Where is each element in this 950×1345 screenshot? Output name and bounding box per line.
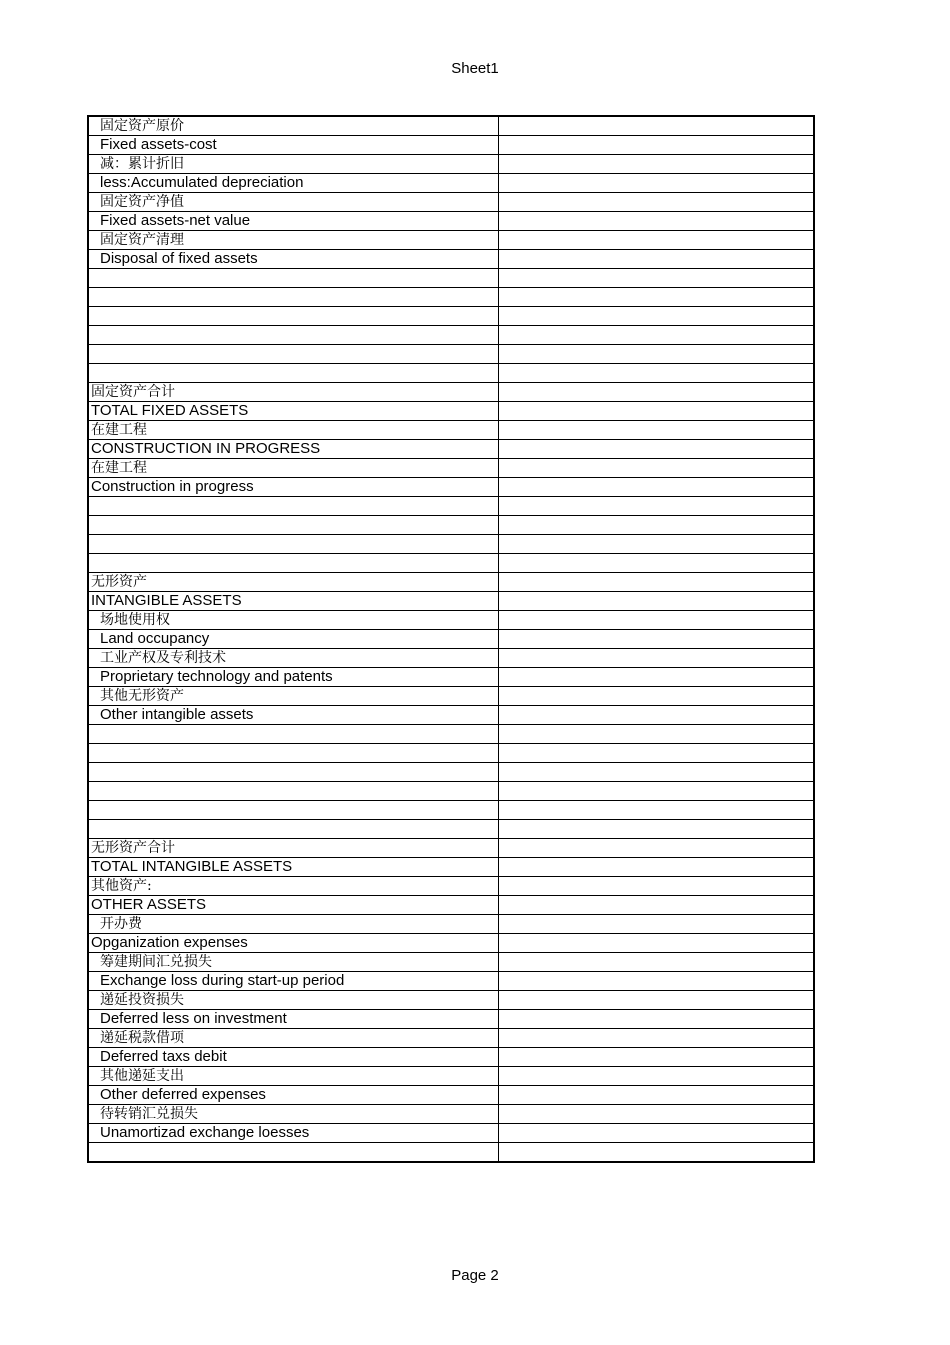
row-label-cell[interactable]: 递延投资损失 [88, 991, 499, 1010]
row-value-cell[interactable] [499, 155, 815, 174]
row-label-cell[interactable]: TOTAL FIXED ASSETS [88, 402, 499, 421]
row-value-cell[interactable] [499, 801, 815, 820]
row-label-cell[interactable]: 场地使用权 [88, 611, 499, 630]
table-row [88, 516, 814, 535]
row-label-cell[interactable]: less:Accumulated depreciation [88, 174, 499, 193]
row-label-cell[interactable]: Land occupancy [88, 630, 499, 649]
row-label-cell[interactable]: Construction in progress [88, 478, 499, 497]
row-value-cell[interactable] [499, 763, 815, 782]
row-value-cell[interactable] [499, 116, 815, 136]
row-label-cell[interactable]: 开办费 [88, 915, 499, 934]
row-label-cell[interactable]: 递延税款借项 [88, 1029, 499, 1048]
row-value-cell[interactable] [499, 915, 815, 934]
row-label-cell[interactable]: 筹建期间汇兑损失 [88, 953, 499, 972]
table-row [88, 801, 814, 820]
table-row [88, 744, 814, 763]
row-value-cell[interactable] [499, 269, 815, 288]
row-value-cell[interactable] [499, 497, 815, 516]
row-label-cell[interactable]: 工业产权及专利技术 [88, 649, 499, 668]
row-label-cell[interactable]: 其他无形资产 [88, 687, 499, 706]
row-label-cell[interactable]: 其他资产: [88, 877, 499, 896]
row-value-cell[interactable] [499, 573, 815, 592]
row-label-cell[interactable]: Unamortizad exchange loesses [88, 1124, 499, 1143]
table-row [88, 573, 814, 592]
row-value-cell[interactable] [499, 592, 815, 611]
row-label-cell[interactable]: Other intangible assets [88, 706, 499, 725]
table-row [88, 820, 814, 839]
table-row [88, 535, 814, 554]
row-label-cell[interactable]: CONSTRUCTION IN PROGRESS [88, 440, 499, 459]
table-row [88, 915, 814, 934]
table-row [88, 1124, 814, 1143]
row-value-cell[interactable] [499, 1048, 815, 1067]
row-label-cell[interactable]: 无形资产合计 [88, 839, 499, 858]
row-label-cell[interactable]: Other deferred expenses [88, 1086, 499, 1105]
row-value-cell[interactable] [499, 345, 815, 364]
table-row [88, 687, 814, 706]
table-row [88, 668, 814, 687]
table-row [88, 782, 814, 801]
row-label-cell[interactable]: 待转销汇兑损失 [88, 1105, 499, 1124]
table-row [88, 440, 814, 459]
row-value-cell[interactable] [499, 706, 815, 725]
table-row [88, 1105, 814, 1124]
table-row [88, 326, 814, 345]
row-label-cell[interactable]: Opganization expenses [88, 934, 499, 953]
row-value-cell[interactable] [499, 402, 815, 421]
table-row [88, 649, 814, 668]
row-value-cell[interactable] [499, 1143, 815, 1163]
table-row [88, 839, 814, 858]
table-row [88, 630, 814, 649]
row-label-cell[interactable]: OTHER ASSETS [88, 896, 499, 915]
table-row [88, 953, 814, 972]
row-label-cell[interactable] [88, 516, 499, 535]
row-label-cell[interactable] [88, 782, 499, 801]
row-value-cell[interactable] [499, 421, 815, 440]
row-value-cell[interactable] [499, 364, 815, 383]
balance-sheet-table [87, 115, 815, 1163]
page-number-footer: Page 2 [451, 1267, 499, 1284]
table-row [88, 592, 814, 611]
row-label-cell[interactable] [88, 326, 499, 345]
row-label-cell[interactable]: 在建工程 [88, 459, 499, 478]
row-value-cell[interactable] [499, 991, 815, 1010]
sheet-name-header: Sheet1 [451, 60, 499, 77]
row-label-cell[interactable] [88, 364, 499, 383]
table-row [88, 231, 814, 250]
row-value-cell[interactable] [499, 744, 815, 763]
table-row [88, 1067, 814, 1086]
row-label-cell[interactable]: 固定资产合计 [88, 383, 499, 402]
row-value-cell[interactable] [499, 687, 815, 706]
row-value-cell[interactable] [499, 478, 815, 497]
row-value-cell[interactable] [499, 136, 815, 155]
row-label-cell[interactable]: 固定资产原价 [88, 116, 499, 136]
table-row [88, 193, 814, 212]
row-label-cell[interactable] [88, 307, 499, 326]
row-label-cell[interactable] [88, 1143, 499, 1163]
table-row [88, 402, 814, 421]
table-row [88, 421, 814, 440]
table-row [88, 934, 814, 953]
row-label-cell[interactable]: Exchange loss during start-up period [88, 972, 499, 991]
table-row [88, 497, 814, 516]
row-value-cell[interactable] [499, 1105, 815, 1124]
row-value-cell[interactable] [499, 972, 815, 991]
table-row [88, 877, 814, 896]
row-value-cell[interactable] [499, 877, 815, 896]
row-value-cell[interactable] [499, 307, 815, 326]
row-value-cell[interactable] [499, 383, 815, 402]
table-row [88, 136, 814, 155]
row-value-cell[interactable] [499, 1029, 815, 1048]
row-label-cell[interactable]: Fixed assets-cost [88, 136, 499, 155]
table-body [88, 116, 814, 1162]
row-label-cell[interactable]: Fixed assets-net value [88, 212, 499, 231]
row-label-cell[interactable] [88, 288, 499, 307]
row-label-cell[interactable]: Deferred less on investment [88, 1010, 499, 1029]
row-value-cell[interactable] [499, 288, 815, 307]
row-label-cell[interactable]: 无形资产 [88, 573, 499, 592]
row-label-cell[interactable] [88, 801, 499, 820]
row-label-cell[interactable]: 其他递延支出 [88, 1067, 499, 1086]
row-value-cell[interactable] [499, 934, 815, 953]
row-label-cell[interactable]: 固定资产净值 [88, 193, 499, 212]
table-row [88, 383, 814, 402]
table-row [88, 763, 814, 782]
table-row [88, 155, 814, 174]
table-row [88, 554, 814, 573]
table-row [88, 459, 814, 478]
row-label-cell[interactable]: INTANGIBLE ASSETS [88, 592, 499, 611]
row-label-cell[interactable] [88, 744, 499, 763]
table-row [88, 269, 814, 288]
row-label-cell[interactable] [88, 535, 499, 554]
table-row [88, 725, 814, 744]
row-label-cell[interactable]: 在建工程 [88, 421, 499, 440]
row-value-cell[interactable] [499, 231, 815, 250]
row-label-cell[interactable]: 减：累计折旧 [88, 155, 499, 174]
row-value-cell[interactable] [499, 326, 815, 345]
row-value-cell[interactable] [499, 1067, 815, 1086]
table-row [88, 364, 814, 383]
row-value-cell[interactable] [499, 782, 815, 801]
table-row [88, 991, 814, 1010]
table-row [88, 896, 814, 915]
row-value-cell[interactable] [499, 725, 815, 744]
row-label-cell[interactable]: 固定资产清理 [88, 231, 499, 250]
row-value-cell[interactable] [499, 896, 815, 915]
table-row [88, 307, 814, 326]
row-label-cell[interactable] [88, 820, 499, 839]
row-label-cell[interactable] [88, 345, 499, 364]
table-row [88, 212, 814, 231]
row-value-cell[interactable] [499, 649, 815, 668]
table-row [88, 858, 814, 877]
row-value-cell[interactable] [499, 554, 815, 573]
table-row [88, 116, 814, 136]
row-label-cell[interactable]: TOTAL INTANGIBLE ASSETS [88, 858, 499, 877]
row-value-cell[interactable] [499, 1086, 815, 1105]
table-row [88, 611, 814, 630]
row-value-cell[interactable] [499, 516, 815, 535]
table-row [88, 1086, 814, 1105]
row-value-cell[interactable] [499, 953, 815, 972]
row-label-cell[interactable]: Disposal of fixed assets [88, 250, 499, 269]
row-value-cell[interactable] [499, 459, 815, 478]
row-label-cell[interactable] [88, 269, 499, 288]
row-label-cell[interactable] [88, 554, 499, 573]
row-label-cell[interactable] [88, 725, 499, 744]
row-value-cell[interactable] [499, 250, 815, 269]
row-value-cell[interactable] [499, 839, 815, 858]
table-row [88, 1143, 814, 1163]
table-row [88, 250, 814, 269]
table-row [88, 706, 814, 725]
row-value-cell[interactable] [499, 668, 815, 687]
table-row [88, 288, 814, 307]
row-value-cell[interactable] [499, 535, 815, 554]
row-value-cell[interactable] [499, 611, 815, 630]
row-value-cell[interactable] [499, 1010, 815, 1029]
row-label-cell[interactable] [88, 763, 499, 782]
row-value-cell[interactable] [499, 1124, 815, 1143]
table-row [88, 1010, 814, 1029]
row-label-cell[interactable]: Proprietary technology and patents [88, 668, 499, 687]
row-value-cell[interactable] [499, 174, 815, 193]
table-row [88, 345, 814, 364]
row-value-cell[interactable] [499, 193, 815, 212]
table-row [88, 478, 814, 497]
row-value-cell[interactable] [499, 630, 815, 649]
table-row [88, 1029, 814, 1048]
table-row [88, 1048, 814, 1067]
table-row [88, 972, 814, 991]
row-value-cell[interactable] [499, 212, 815, 231]
table-row [88, 174, 814, 193]
row-value-cell[interactable] [499, 820, 815, 839]
row-value-cell[interactable] [499, 858, 815, 877]
row-value-cell[interactable] [499, 440, 815, 459]
row-label-cell[interactable] [88, 497, 499, 516]
row-label-cell[interactable]: Deferred taxs debit [88, 1048, 499, 1067]
